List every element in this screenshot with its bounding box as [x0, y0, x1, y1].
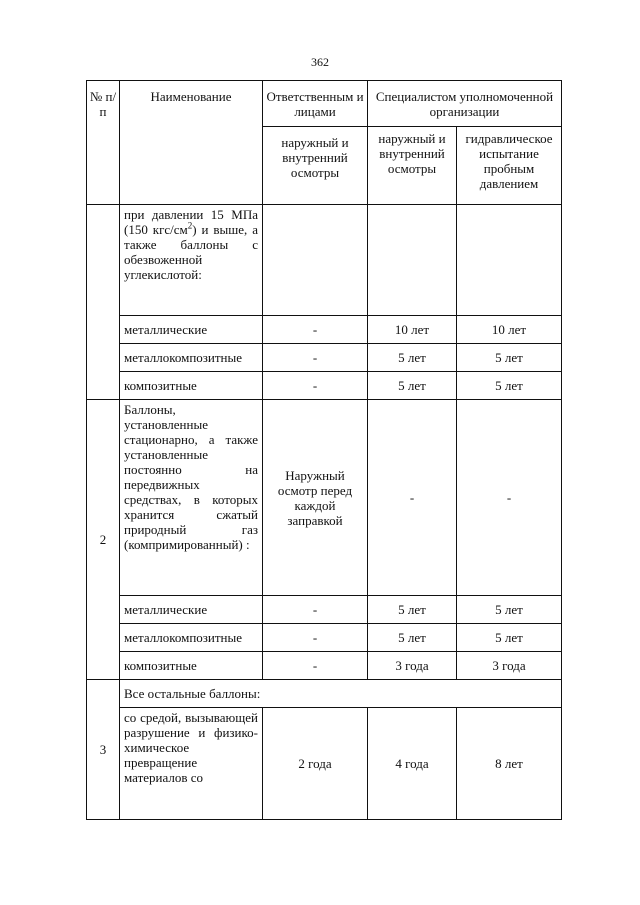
section1-intro-row [87, 205, 562, 316]
row-spec1: 10 лет [368, 316, 457, 344]
section2-num: 2 [87, 400, 120, 680]
section3-spec1: 4 года [368, 708, 457, 820]
row-name: металлокомпозитные [120, 624, 263, 652]
row-name: металлические [120, 596, 263, 624]
section3-spec2: 8 лет [457, 708, 562, 820]
row-spec2: 3 года [457, 652, 562, 680]
page-number: 362 [311, 55, 329, 69]
section2-intro-row [87, 400, 562, 596]
section1-intro-part1: при давлении 15 МПа (150 кгс/см [124, 207, 258, 237]
row-spec2: 5 лет [457, 372, 562, 400]
row-spec1: 5 лет [368, 624, 457, 652]
row-spec2: 5 лет [457, 344, 562, 372]
row-name: металлические [120, 316, 263, 344]
section2-intro: Баллоны, установленные стационарно, а также установленные постоянно на передвижных средствах, в которых хранится сжатый природный газ (компримированный) : [120, 400, 263, 596]
row-resp: - [263, 316, 368, 344]
section3-intro-row [87, 680, 562, 708]
table-row [87, 372, 562, 400]
section3-num: 3 [87, 680, 120, 820]
row-spec1: 5 лет [368, 344, 457, 372]
row-resp: - [263, 652, 368, 680]
header-spec-sub1: наружный и внутренний осмотры [368, 127, 457, 205]
row-spec2: 10 лет [457, 316, 562, 344]
section1-intro-spec2 [457, 205, 562, 316]
row-name: композитные [120, 652, 263, 680]
header-row [87, 81, 562, 127]
row-name: металлокомпозитные [120, 344, 263, 372]
section1-intro-resp [263, 205, 368, 316]
row-spec2: 5 лет [457, 624, 562, 652]
section1-intro-sup: 2 [187, 220, 193, 231]
header-name: Наименование [120, 81, 263, 205]
table-row [87, 624, 562, 652]
header-num: № п/п [87, 81, 120, 205]
section1-num [87, 205, 120, 400]
section3-resp: 2 года [263, 708, 368, 820]
section3-row-name: со средой, вызывающей разрушение и физико-химическое превращение материалов со [120, 708, 263, 820]
section1-intro-spec1 [368, 205, 457, 316]
header-specialist: Специалистом уполномоченной организации [368, 81, 562, 127]
row-resp: - [263, 624, 368, 652]
row-spec1: 3 года [368, 652, 457, 680]
table-row [87, 596, 562, 624]
section1-intro [120, 205, 263, 316]
row-spec1: 5 лет [368, 596, 457, 624]
header-spec-sub2: гидравлическое испытание пробным давлением [457, 127, 562, 205]
table-row [87, 652, 562, 680]
section2-spec2: - [457, 400, 562, 596]
section3-intro: Все остальные баллоны: [120, 680, 562, 708]
table-row [87, 316, 562, 344]
section2-spec1: - [368, 400, 457, 596]
section2-resp: Наружный осмотр перед каждой заправкой [263, 400, 368, 596]
row-resp: - [263, 372, 368, 400]
row-resp: - [263, 344, 368, 372]
header-resp-sub: наружный и внутренний осмотры [263, 127, 368, 205]
table-row [87, 344, 562, 372]
inspection-table [86, 80, 562, 820]
header-responsible: Ответственным и лицами [263, 81, 368, 127]
table-row [87, 708, 562, 820]
row-spec1: 5 лет [368, 372, 457, 400]
row-resp: - [263, 596, 368, 624]
row-spec2: 5 лет [457, 596, 562, 624]
row-name: композитные [120, 372, 263, 400]
section1-intro-part2: ) и выше, а также баллоны с обезвоженной углекислотой: [124, 222, 258, 282]
